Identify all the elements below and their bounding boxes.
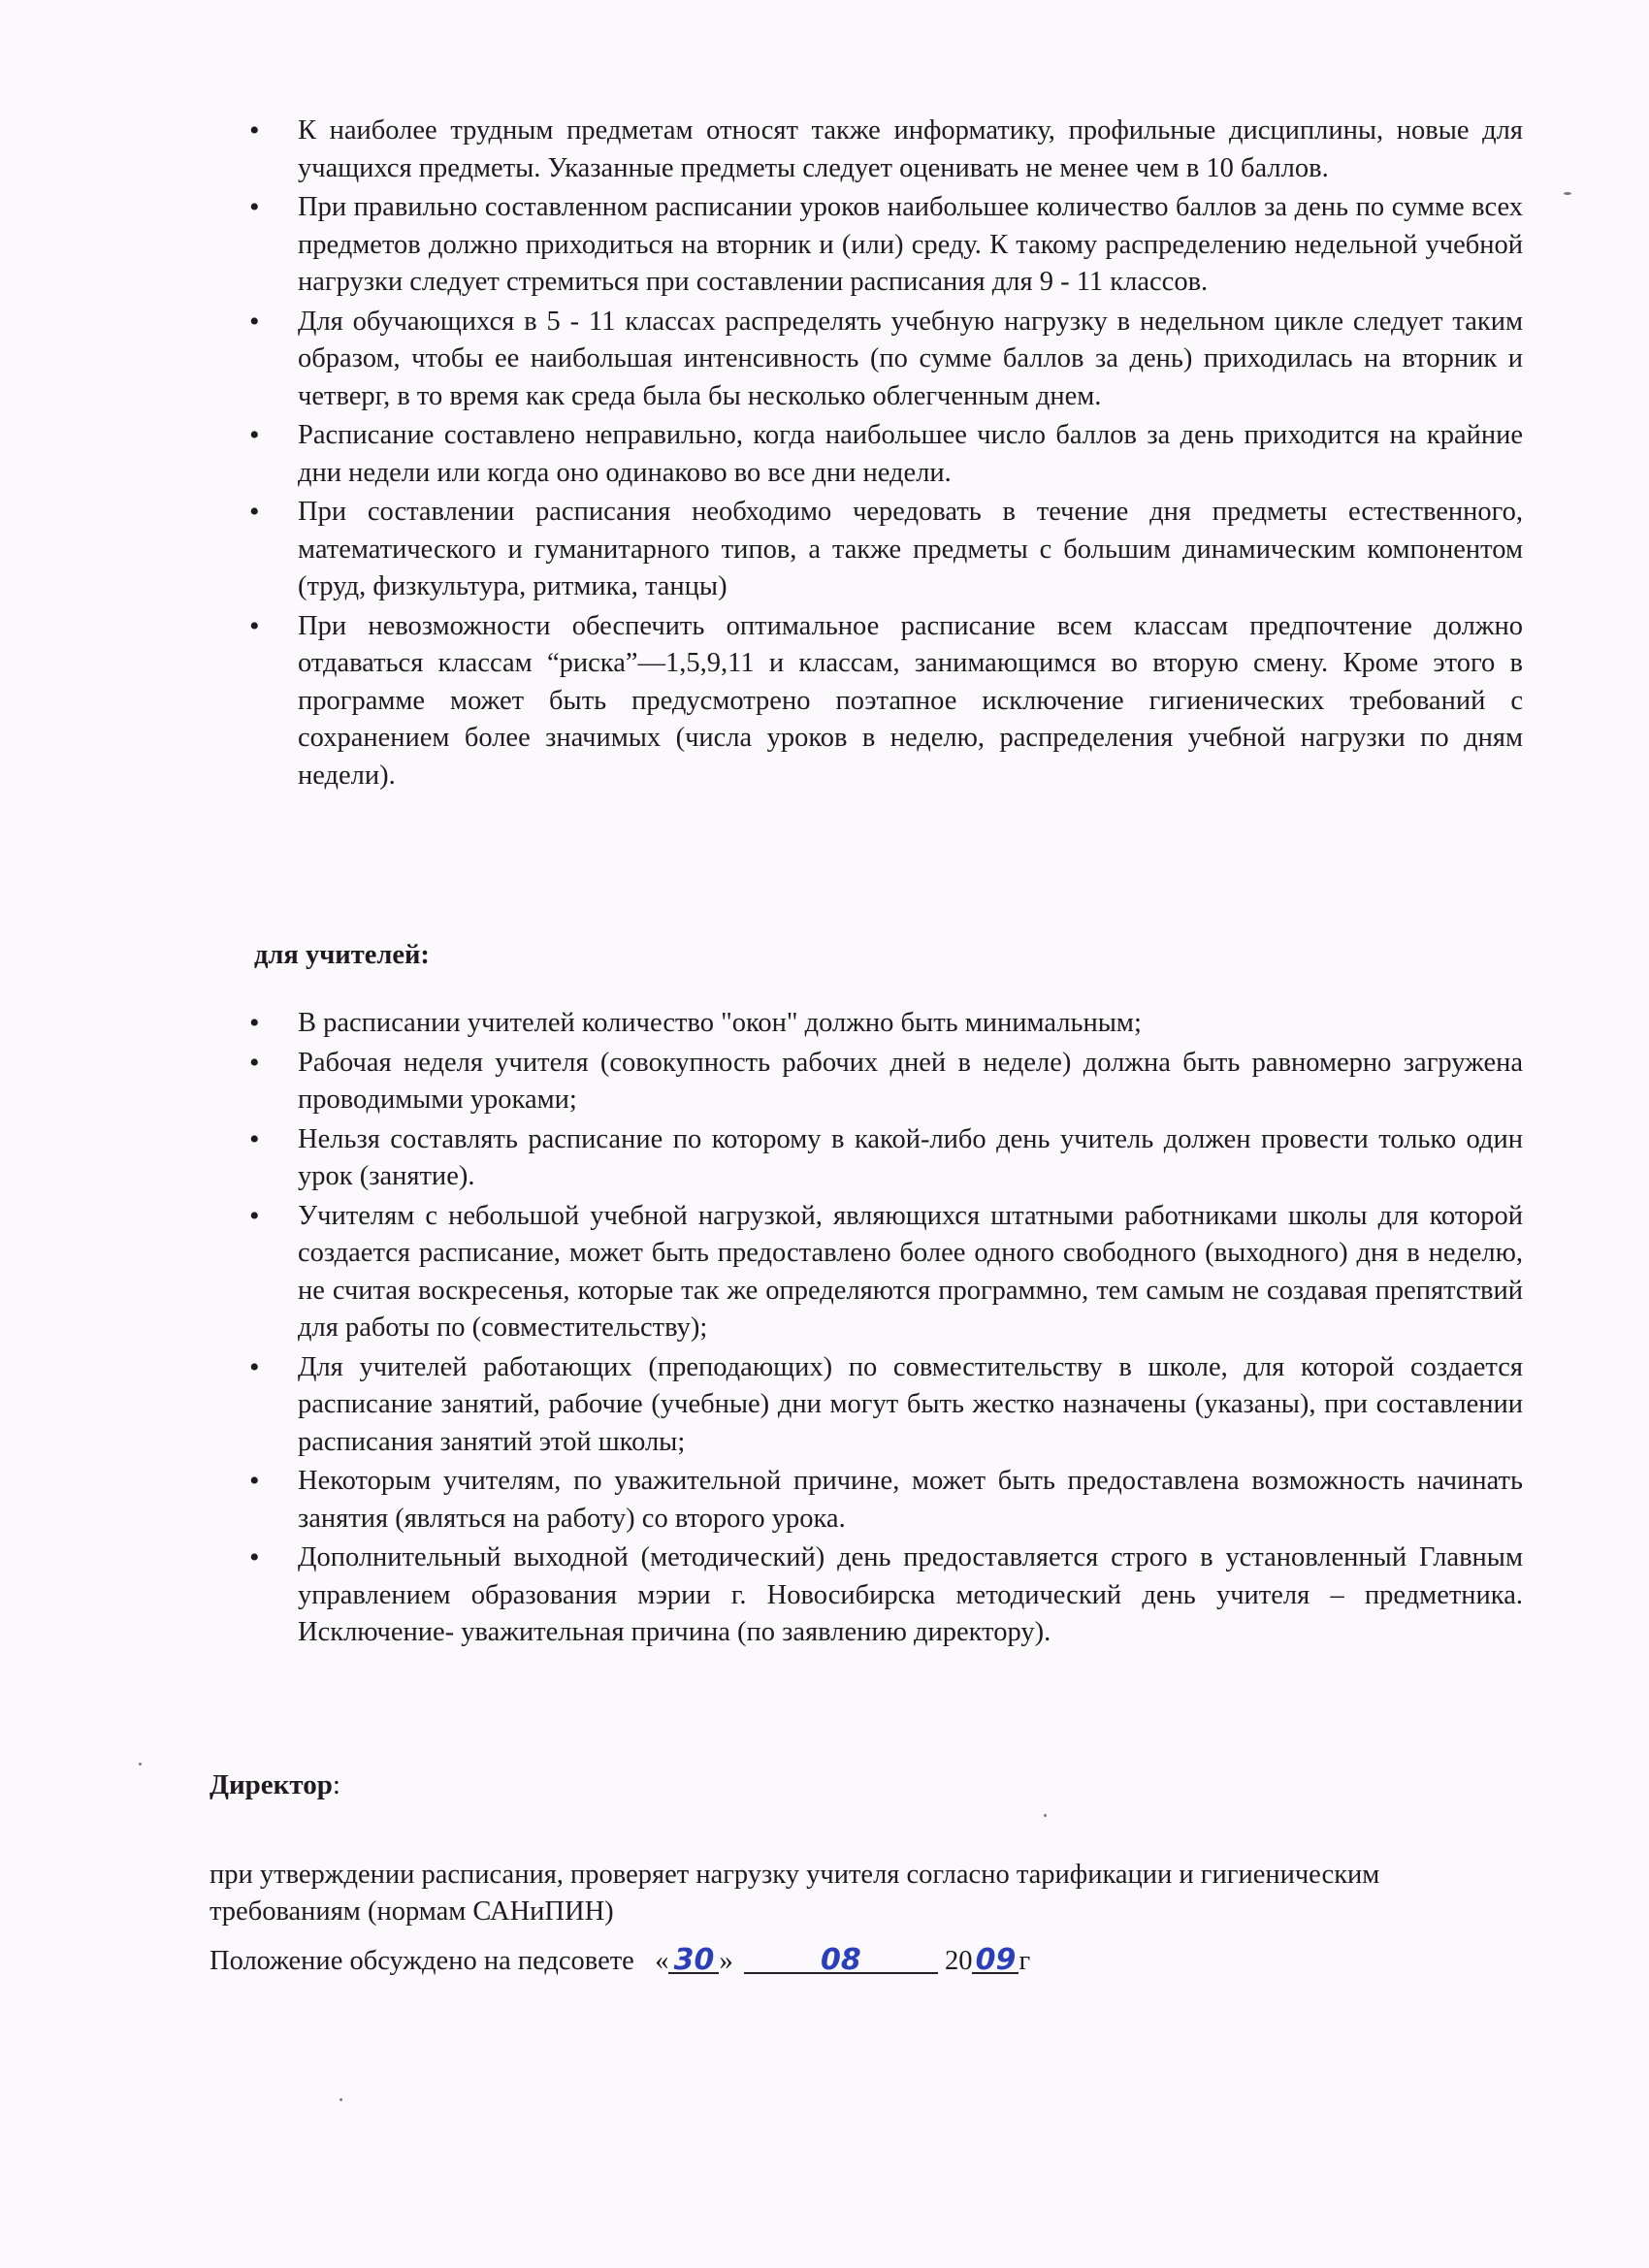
list-item: • К наиболее трудным предметам относят также информатику, профильные дисциплины, новые для учащихся предметы. Указанные предметы следует оценивать не менее чем в 10 баллов.	[238, 113, 1523, 187]
scan-speck	[340, 2098, 342, 2101]
teacher-rules-list	[238, 1005, 1523, 1654]
year-blank	[972, 1943, 1018, 1977]
list-item: • Для обучающихся в 5 - 11 классах распределять учебную нагрузку в недельном цикле следует таким образом, чтобы ее наибольшая интенсивность (по сумме баллов за день) приходилась на вторник и четверг, в то время как среда была бы несколько облегченным днем.	[238, 304, 1523, 416]
year-suffix: г	[1018, 1946, 1031, 1976]
signoff-text: Положение обсуждено на педсовете «	[210, 1946, 669, 1976]
list-item: • Рабочая неделя учителя (совокупность рабочих дней в неделе) должна быть равномерно загружена проводимыми уроками;	[238, 1045, 1523, 1119]
handwritten-month: 08	[820, 1943, 861, 1977]
close-quote: »	[719, 1946, 733, 1976]
director-colon: :	[332, 1769, 340, 1800]
list-item: • При составлении расписания необходимо чередовать в течение дня предметы естественного, математического и гуманитарного типов, а также предметы с большим динамическим компонентом (труд, физкультура, ритмика, танцы)	[238, 494, 1523, 606]
director-duty: при утверждении расписания, проверяет нагрузку учителя согласно тарификации и гигиеническим требованиям (нормам САНиПИН)	[210, 1860, 1380, 1927]
scan-speck	[1564, 192, 1571, 195]
list-item: • Учителям с небольшой учебной нагрузкой, являющихся штатными работниками школы для которой создается расписание, может быть предоставлено более одного свободного (выходного) дня в неделю, не считая воскресенья, которые так же определяются программно, тем самым не создавая препятствий для работы по (совместительству);	[238, 1198, 1523, 1347]
list-item: • Для учителей работающих (преподающих) по совместительству в школе, для которой создается расписание занятий, рабочие (учебные) дни могут быть жестко назначены (указаны), при составлении расписания занятий этой школы;	[238, 1349, 1523, 1462]
list-item: • При невозможности обеспечить оптимальное расписание всем классам предпочтение должно отдаваться классам “риска”—1,5,9,11 и классам, занимающимся во вторую смену. Кроме этого в программе может быть предусмотрено поэтапное исключение гигиенических требований с сохранением более значимых (числа уроков в неделю, распределения учебной нагрузки по дням недели).	[238, 608, 1523, 795]
student-rules-list	[238, 113, 1523, 796]
list-item: • Нельзя составлять расписание по которому в какой-либо день учитель должен провести только один урок (занятие).	[238, 1121, 1523, 1196]
list-item: • В расписании учителей количество "окон" должно быть минимальным;	[238, 1005, 1523, 1043]
teachers-heading: для учителей:	[254, 940, 430, 970]
list-item: • Дополнительный выходной (методический) день предоставляется строго в установленный Главным управлением образования мэрии г. Новосибирска методический день учителя – предметника. Исключение- уважительная причина (по заявлению директору).	[238, 1539, 1523, 1652]
handwritten-day: 30	[673, 1943, 715, 1977]
year-prefix: 20	[944, 1946, 973, 1976]
signoff-line	[210, 1943, 1030, 1980]
month-blank	[744, 1943, 938, 1977]
list-item: • Расписание составлено неправильно, когда наибольшее число баллов за день приходится на крайние дни недели или когда оно одинаково во все дни недели.	[238, 417, 1523, 492]
day-blank	[668, 1943, 719, 1977]
handwritten-year: 09	[975, 1943, 1017, 1977]
list-item: • При правильно составленном расписании уроков наибольшее количество баллов за день по сумме всех предметов должно приходиться на вторник и (или) среду. К такому распределению недельной учебной нагрузки следует стремиться при составлении расписания для 9 - 11 классов.	[238, 189, 1523, 302]
scan-speck	[1044, 1814, 1047, 1817]
list-item: • Некоторым учителям, по уважительной причине, может быть предоставлена возможность начинать занятия (являться на работу) со второго урока.	[238, 1463, 1523, 1538]
director-heading	[210, 1766, 340, 1803]
director-label: Директор	[210, 1769, 333, 1800]
scan-speck	[139, 1763, 142, 1766]
